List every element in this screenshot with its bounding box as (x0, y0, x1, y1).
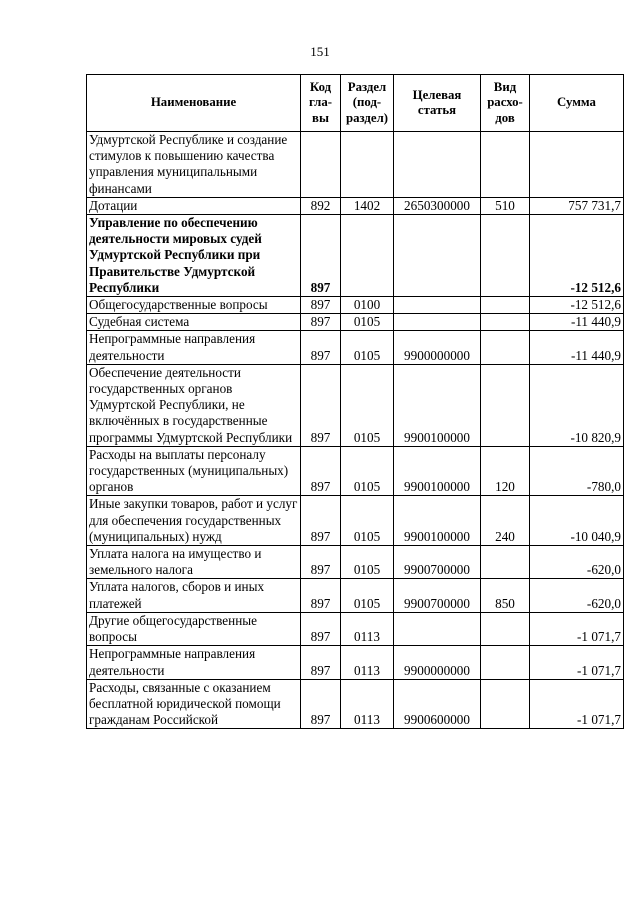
vid-cell (481, 612, 530, 645)
header-vid-line: Вид (493, 79, 517, 94)
section-cell: 0105 (341, 331, 394, 364)
code-cell: 892 (301, 197, 341, 214)
header-sum: Сумма (530, 75, 624, 132)
code-cell: 897 (301, 446, 341, 496)
table-row (87, 364, 624, 446)
table-row (87, 612, 624, 645)
table-row (87, 579, 624, 612)
target-cell: 9900100000 (394, 496, 481, 546)
name-cell: Судебная система (87, 314, 301, 331)
section-cell: 1402 (341, 197, 394, 214)
code-cell: 897 (301, 331, 341, 364)
sum-cell: -780,0 (530, 446, 624, 496)
section-cell (341, 215, 394, 297)
target-cell (394, 297, 481, 314)
section-cell: 0105 (341, 579, 394, 612)
code-cell: 897 (301, 496, 341, 546)
table-row (87, 646, 624, 679)
vid-cell (481, 546, 530, 579)
target-cell: 9900100000 (394, 446, 481, 496)
name-cell: Дотации (87, 197, 301, 214)
vid-cell (481, 215, 530, 297)
header-target-line: Целевая (412, 87, 462, 102)
sum-cell: -12 512,6 (530, 215, 624, 297)
vid-cell: 240 (481, 496, 530, 546)
code-cell: 897 (301, 364, 341, 446)
section-cell: 0105 (341, 546, 394, 579)
budget-table (86, 74, 624, 729)
vid-cell (481, 132, 530, 198)
name-cell: Общегосударственные вопросы (87, 297, 301, 314)
vid-cell (481, 297, 530, 314)
target-cell (394, 132, 481, 198)
section-cell: 0105 (341, 364, 394, 446)
table-row (87, 679, 624, 729)
target-cell (394, 314, 481, 331)
target-cell (394, 215, 481, 297)
vid-cell (481, 364, 530, 446)
section-cell: 0100 (341, 297, 394, 314)
vid-cell (481, 679, 530, 729)
header-section-line: Раздел (347, 79, 387, 94)
name-cell: Расходы, связанные с оказанием бесплатной юридической помощи гражданам Российской (87, 679, 301, 729)
target-cell: 9900000000 (394, 646, 481, 679)
header-vid-line: дов (495, 110, 515, 125)
vid-cell (481, 331, 530, 364)
header-target-line: статья (417, 103, 457, 117)
target-cell: 9900700000 (394, 546, 481, 579)
code-cell: 897 (301, 314, 341, 331)
sum-cell: 757 731,7 (530, 197, 624, 214)
target-cell: 9900600000 (394, 679, 481, 729)
sum-cell: -10 820,9 (530, 364, 624, 446)
section-cell (341, 132, 394, 198)
sum-cell: -11 440,9 (530, 331, 624, 364)
code-cell: 897 (301, 646, 341, 679)
name-cell: Другие общегосударственные вопросы (87, 612, 301, 645)
code-cell: 897 (301, 679, 341, 729)
table-row (87, 314, 624, 331)
section-cell: 0113 (341, 679, 394, 729)
vid-cell (481, 646, 530, 679)
code-cell: 897 (301, 297, 341, 314)
header-row (87, 75, 624, 132)
table-body (87, 132, 624, 729)
sum-cell: -620,0 (530, 579, 624, 612)
name-cell: Иные закупки товаров, работ и услуг для обеспечения государственных (муниципальных) нужд (87, 496, 301, 546)
header-section-line: (под- (352, 95, 382, 110)
name-cell: Управление по обеспечению деятельности мировых судей Удмуртской Республики при Правительстве Удмуртской Республики (87, 215, 301, 297)
sum-cell: -620,0 (530, 546, 624, 579)
header-section (341, 75, 394, 132)
vid-cell: 120 (481, 446, 530, 496)
section-cell: 0113 (341, 646, 394, 679)
sum-cell (530, 132, 624, 198)
section-cell: 0113 (341, 612, 394, 645)
header-vid (481, 75, 530, 132)
header-vid-line: расхо- (487, 95, 523, 110)
name-cell: Расходы на выплаты персоналу государственных (муниципальных) органов (87, 446, 301, 496)
section-cell: 0105 (341, 314, 394, 331)
table-row (87, 331, 624, 364)
header-code-line: Код (309, 79, 332, 94)
sum-cell: -12 512,6 (530, 297, 624, 314)
header-name: Наименование (87, 75, 301, 132)
vid-cell (481, 314, 530, 331)
name-cell: Уплата налога на имущество и земельного налога (87, 546, 301, 579)
sum-cell: -1 071,7 (530, 646, 624, 679)
table-row (87, 215, 624, 297)
code-cell: 897 (301, 612, 341, 645)
sum-cell: -1 071,7 (530, 679, 624, 729)
name-cell: Обеспечение деятельности государственных органов Удмуртской Республики, не включённых в государственные программы Удмуртской Республики (87, 364, 301, 446)
sum-cell: -11 440,9 (530, 314, 624, 331)
section-cell: 0105 (341, 496, 394, 546)
table-row (87, 197, 624, 214)
header-section-line: раздел) (345, 110, 389, 125)
name-cell: Непрограммные направления деятельности (87, 646, 301, 679)
code-cell: 897 (301, 215, 341, 297)
vid-cell: 850 (481, 579, 530, 612)
table-row (87, 546, 624, 579)
table-row (87, 132, 624, 198)
section-cell: 0105 (341, 446, 394, 496)
code-cell: 897 (301, 546, 341, 579)
sum-cell: -1 071,7 (530, 612, 624, 645)
target-cell (394, 612, 481, 645)
name-cell: Уплата налогов, сборов и иных платежей (87, 579, 301, 612)
code-cell (301, 132, 341, 198)
header-code-line: гла- (308, 95, 332, 110)
name-cell: Удмуртской Республике и создание стимулов к повышению качества управления муниципальными финансами (87, 132, 301, 198)
vid-cell: 510 (481, 197, 530, 214)
table-row (87, 297, 624, 314)
target-cell: 9900100000 (394, 364, 481, 446)
code-cell: 897 (301, 579, 341, 612)
header-code (301, 75, 341, 132)
table-row (87, 496, 624, 546)
header-code-line: вы (312, 110, 329, 125)
header-target (394, 75, 481, 132)
name-cell: Непрограммные направления деятельности (87, 331, 301, 364)
target-cell: 9900700000 (394, 579, 481, 612)
target-cell: 2650300000 (394, 197, 481, 214)
sum-cell: -10 040,9 (530, 496, 624, 546)
page-number: 151 (310, 44, 330, 59)
target-cell: 9900000000 (394, 331, 481, 364)
table-row (87, 446, 624, 496)
